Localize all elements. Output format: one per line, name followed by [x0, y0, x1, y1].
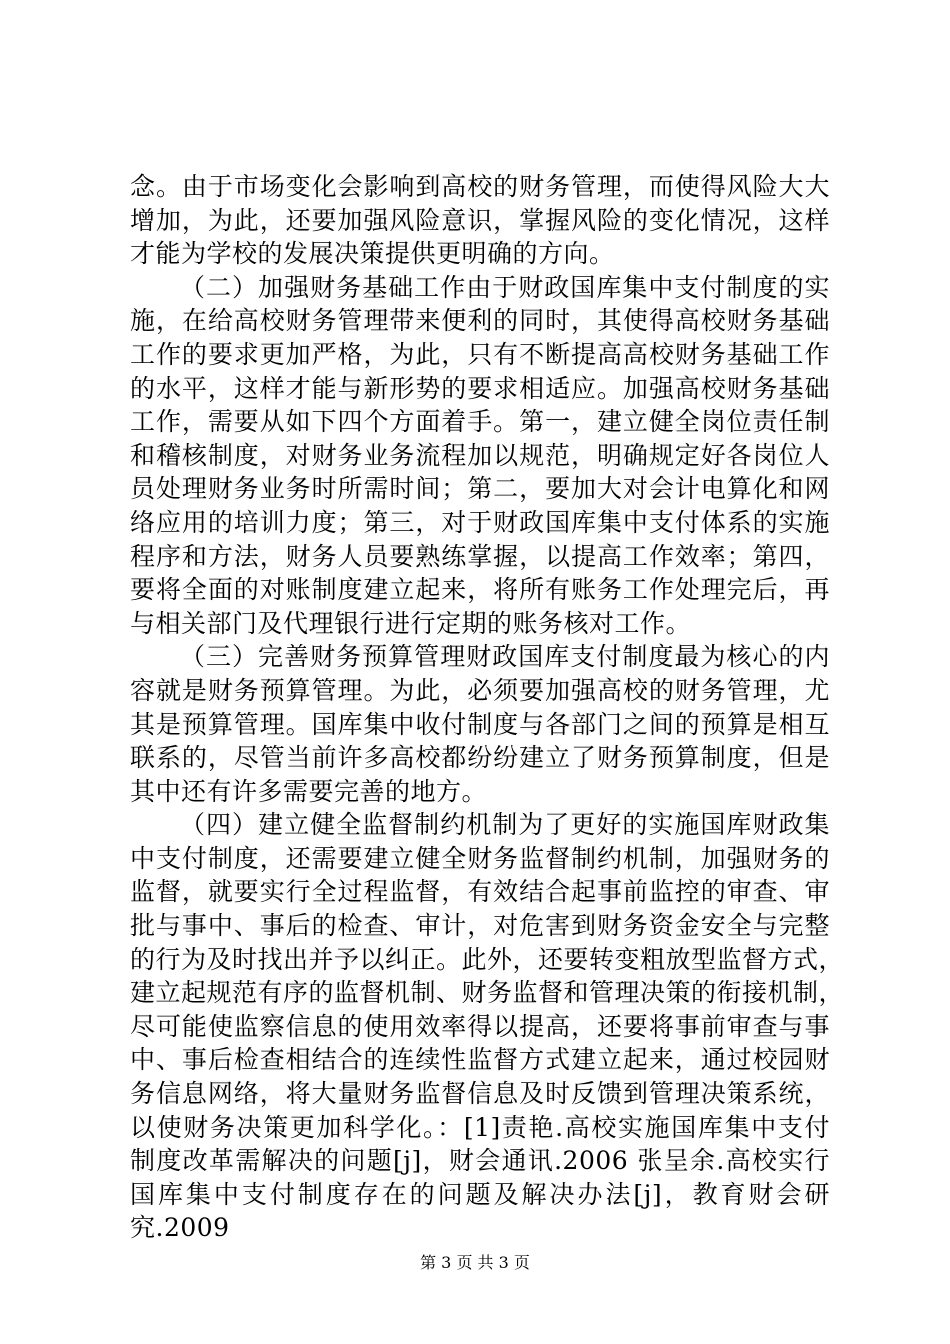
text-line: 以使财务决策更加科学化。：[1]责艳.高校实施国库集中支付 — [130, 1112, 830, 1142]
text-line: 的水平，这样才能与新形势的要求相适应。加强高校财务基础 — [130, 373, 830, 403]
text-line: 工作，需要从如下四个方面着手。第一，建立健全岗位责任制 — [130, 407, 830, 437]
text-line: 中、事后检查相结合的连续性监督方式建立起来，通过校园财 — [130, 1045, 830, 1075]
text-line: （三）完善财务预算管理财政国库支付制度最为核心的内 — [180, 642, 830, 672]
text-line: （二）加强财务基础工作由于财政国库集中支付制度的实 — [180, 272, 830, 302]
text-line: 的行为及时找出并予以纠正。此外，还要转变粗放型监督方式， — [130, 944, 845, 974]
text-line: 要将全面的对账制度建立起来，将所有账务工作处理完后，再 — [130, 575, 830, 605]
text-line: 与相关部门及代理银行进行定期的账务核对工作。 — [130, 608, 692, 638]
text-line: 程序和方法，财务人员要熟练掌握，以提高工作效率；第四， — [130, 541, 830, 571]
text-line: 其中还有许多需要完善的地方。 — [130, 776, 488, 806]
text-line: 工作的要求更加严格，为此，只有不断提高高校财务基础工作 — [130, 339, 830, 369]
text-line: 中支付制度，还需要建立健全财务监督制约机制，加强财务的 — [130, 843, 830, 873]
text-line: 施，在给高校财务管理带来便利的同时，其使得高校财务基础 — [130, 306, 830, 336]
text-line: 增加，为此，还要加强风险意识，掌握风险的变化情况，这样 — [130, 205, 830, 235]
text-line: 批与事中、事后的检查、审计，对危害到财务资金安全与完整 — [130, 911, 830, 941]
text-line: 务信息网络，将大量财务监督信息及时反馈到管理决策系统， — [130, 1079, 830, 1109]
text-line: 建立起规范有序的监督机制、财务监督和管理决策的衔接机制， — [130, 978, 845, 1008]
text-line: 念。由于市场变化会影响到高校的财务管理，而使得风险大大 — [130, 172, 830, 201]
body-text — [130, 170, 845, 1245]
text-line: 和稽核制度，对财务业务流程加以规范，明确规定好各岗位人 — [130, 440, 830, 470]
text-line: 制度改革需解决的问题[j]，财会通讯.2006 张呈余.高校实行 — [130, 1146, 830, 1176]
page-footer: 第 3 页 共 3 页 — [420, 1253, 530, 1272]
text-line: 监督，就要实行全过程监督，有效结合起事前监控的审查、审 — [130, 877, 830, 907]
text-line: 究.2009 — [130, 1213, 230, 1243]
text-line: （四）建立健全监督制约机制为了更好的实施国库财政集 — [180, 810, 830, 840]
text-line: 员处理财务业务时所需时间；第二，要加大对会计电算化和网 — [130, 474, 830, 504]
text-line: 国库集中支付制度存在的问题及解决办法[j]，教育财会研 — [130, 1179, 830, 1209]
text-line: 联系的，尽管当前许多高校都纷纷建立了财务预算制度，但是 — [130, 743, 830, 773]
text-line: 其是预算管理。国库集中收付制度与各部门之间的预算是相互 — [130, 709, 830, 739]
text-line: 才能为学校的发展决策提供更明确的方向。 — [130, 239, 615, 269]
text-line: 容就是财务预算管理。为此，必须要加强高校的财务管理，尤 — [130, 675, 830, 705]
text-line: 络应用的培训力度；第三，对于财政国库集中支付体系的实施 — [130, 507, 830, 537]
text-line: 尽可能使监察信息的使用效率得以提高，还要将事前审查与事 — [130, 1011, 830, 1041]
